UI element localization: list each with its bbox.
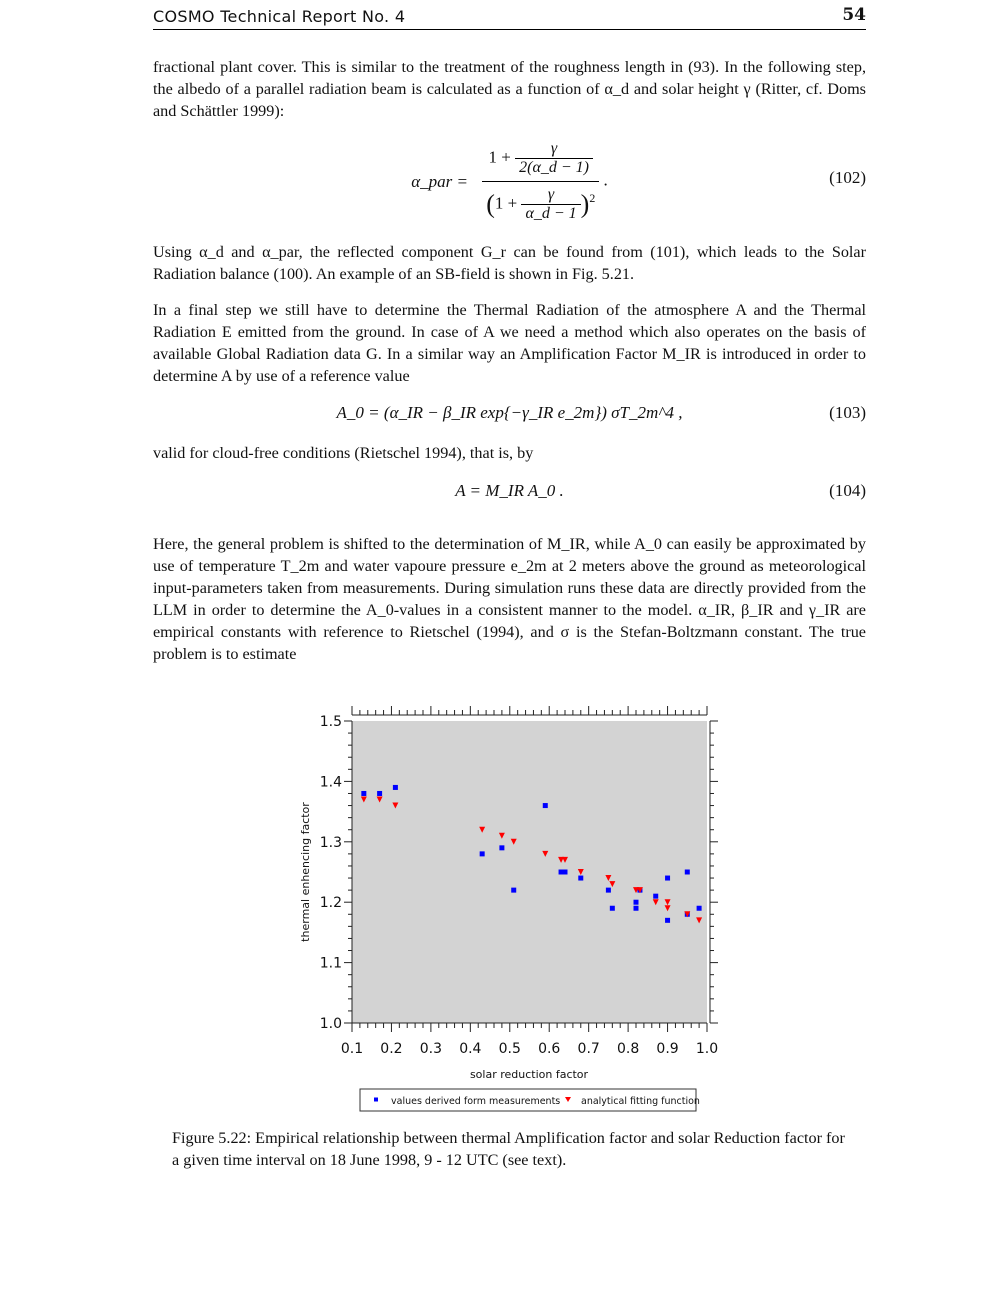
paragraph-1: fractional plant cover. This is similar to the treatment of the roughness length in (93). In the following step, the albedo of a parallel radiation beam is calculated as a function of α_d and solar height γ (Ritter, cf. Doms and Schättler 1999): xyxy=(153,58,866,120)
data-point-measurement xyxy=(377,791,382,796)
data-point-measurement xyxy=(543,803,548,808)
data-point-measurement xyxy=(480,851,485,856)
eq102-number: (102) xyxy=(829,168,866,187)
equation-102: α_par = 1 + $\frac{\gamma}{2(\alpha\_d - 1)}$ (1 + $\frac{\gamma}{\alpha\_d - 1}$ )$^2$ . (102) xyxy=(411,140,866,222)
eq102-den-den: α_d − 1 xyxy=(521,204,580,223)
data-point-measurement xyxy=(610,906,615,911)
x-tick-label: 0.5 xyxy=(498,1041,521,1057)
data-point-measurement xyxy=(634,900,639,905)
data-point-measurement xyxy=(361,791,366,796)
page-number: 54 xyxy=(842,5,866,25)
paragraph-4: valid for cloud-free conditions (Rietschel 1994), that is, by xyxy=(153,444,534,462)
x-tick-label: 0.1 xyxy=(340,1041,364,1057)
equation-104 xyxy=(153,481,866,511)
y-tick-label: 1.5 xyxy=(319,714,342,730)
legend-marker-measurements xyxy=(374,1098,378,1102)
figure-caption: Figure 5.22: Empirical relationship between thermal Amplification factor and solar Reduction factor for a given time interval on 18 June 1998, 9 - 12 UTC (see text). xyxy=(172,1129,845,1169)
x-tick-label: 0.6 xyxy=(538,1041,561,1057)
data-point-measurement xyxy=(665,918,670,923)
paragraph-2: Using α_d and α_par, the reflected component G_r can be found from (101), which leads to the Solar Radiation balance (100). An example of an SB-field is shown in Fig. 5.21. xyxy=(153,243,866,283)
eq102-den-top: γ xyxy=(547,186,555,203)
legend-label-fitting: analytical fitting function xyxy=(581,1096,700,1107)
data-point-measurement xyxy=(685,870,690,875)
paragraph-3: In a final step we still have to determine the Thermal Radiation of the atmosphere A and the Thermal Radiation E emitted from the ground. In case of A we need a method which also operates on the basis of available Global Radiation data G. In a similar way an Amplification Factor M_IR is introduced in order to determine A by use of a reference value xyxy=(153,301,866,385)
eq102-num-den: 2(α_d − 1) xyxy=(515,158,593,177)
data-point-measurement xyxy=(653,894,658,899)
report-title: COSMO Technical Report No. 4 xyxy=(153,7,406,26)
x-tick-label: 1.0 xyxy=(695,1041,719,1057)
eq104-body: A = M_IR A_0 . xyxy=(455,481,564,500)
y-tick-label: 1.2 xyxy=(319,895,342,912)
eq102-num-top: γ xyxy=(550,140,558,157)
eq103-body: A_0 = (α_IR − β_IR exp{−γ_IR e_2m}) σT_2m^4 , xyxy=(336,403,683,422)
y-tick-label: 1.1 xyxy=(319,955,342,972)
y-axis-label: thermal enhencing factor xyxy=(299,802,312,942)
data-point-measurement xyxy=(499,845,504,850)
legend-label-measurements: values derived form measurements xyxy=(391,1096,561,1107)
data-point-measurement xyxy=(665,876,670,881)
x-tick-label: 0.7 xyxy=(577,1041,600,1057)
data-point-measurement xyxy=(697,906,702,911)
data-point-measurement xyxy=(606,888,611,893)
x-tick-label: 0.9 xyxy=(656,1041,679,1057)
y-tick-label: 1.3 xyxy=(319,834,342,851)
equation-103 xyxy=(153,403,866,433)
eq102-fraction: 1 + $\frac{\gamma}{2(\alpha\_d - 1)}$ (1 + $\frac{\gamma}{\alpha\_d - 1}$ )$^2$ xyxy=(482,140,599,223)
eq104-number: (104) xyxy=(829,481,866,500)
x-tick-label: 0.4 xyxy=(459,1041,482,1057)
data-point-measurement xyxy=(578,876,583,881)
data-point-measurement xyxy=(563,870,568,875)
x-axis-label: solar reduction factor xyxy=(469,1068,589,1081)
x-tick-label: 0.8 xyxy=(616,1041,640,1057)
y-tick-label: 1.4 xyxy=(319,774,342,791)
paragraph-5: Here, the general problem is shifted to the determination of M_IR, while A_0 can easily be approximated by use of temperature T_2m and water vapoure pressure e_2m at 2 meters above the ground as meteorological input-parameters taken from measurements. During simulation runs these data are directly provided from the LLM in order to determine the A_0-values in a consistent manner to the model. α_IR, β_IR and γ_IR are empirical constants with reference to Rietschel (1994), and σ is the Stefan-Boltzmann constant. The true problem is to estimate xyxy=(153,535,866,663)
running-header xyxy=(153,5,866,30)
x-tick-label: 0.3 xyxy=(419,1041,443,1057)
data-point-measurement xyxy=(393,785,398,790)
data-point-measurement xyxy=(634,906,639,911)
plot-area xyxy=(352,721,707,1023)
data-point-measurement xyxy=(511,888,516,893)
eq102-lhs: α_par = xyxy=(411,171,468,191)
chart-legend xyxy=(360,1089,700,1111)
scatter-chart xyxy=(290,700,730,1120)
eq103-number: (103) xyxy=(829,403,866,422)
x-tick-label: 0.2 xyxy=(380,1041,403,1057)
y-tick-label: 1.0 xyxy=(319,1016,342,1032)
